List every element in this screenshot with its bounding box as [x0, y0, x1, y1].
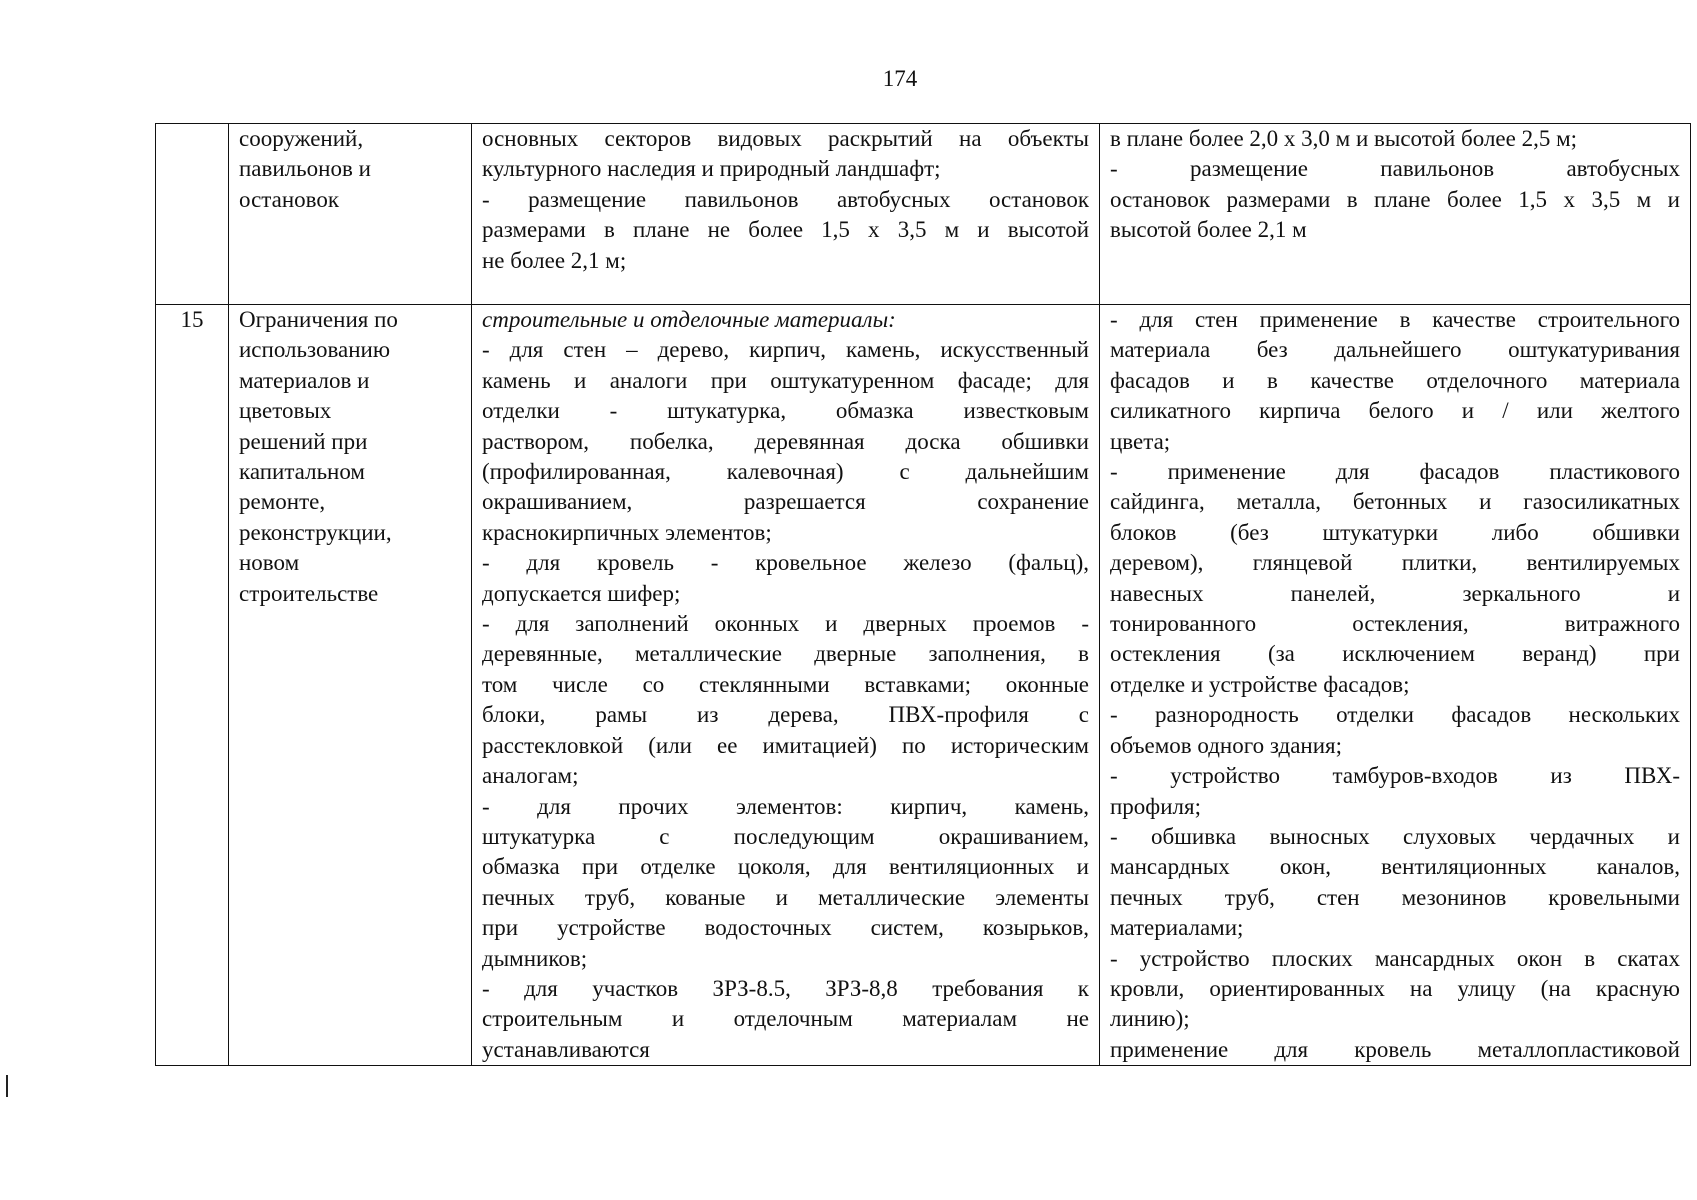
name-line: строительстве — [239, 580, 379, 606]
name-line: цветовых — [239, 398, 332, 424]
name-line: остановок — [239, 186, 340, 212]
allowed-line: штукатурка с последующим окрашиванием, — [482, 823, 1089, 849]
forbidden-line: цвета; — [1110, 428, 1171, 454]
forbidden-line: блоков (без штукатурки либо обшивки — [1110, 519, 1680, 545]
forbidden-line: деревом), глянцевой плитки, вентилируемых — [1110, 550, 1680, 576]
name-line: материалов и — [239, 367, 370, 393]
forbidden-line: линию); — [1110, 1006, 1190, 1032]
name-line: решений при — [239, 428, 368, 454]
allowed-line: деревянные, металлические дверные заполнения, в — [482, 641, 1089, 667]
forbidden-line: кровли, ориентированных на улицу (на красную — [1110, 975, 1680, 1001]
row-name-cell — [229, 305, 472, 1066]
name-line: сооружений, — [239, 126, 364, 151]
allowed-line: культурного наследия и природный ландшафт; — [482, 156, 941, 182]
allowed-line: - для участков ЗРЗ-8.5, ЗРЗ-8,8 требования к — [482, 975, 1089, 1001]
table-row — [156, 305, 1691, 1066]
name-line: реконструкции, — [239, 519, 392, 545]
allowed-line: аналогам; — [482, 763, 579, 789]
forbidden-line: профиля; — [1110, 793, 1201, 819]
allowed-line: - для кровель - кровельное железо (фальц), — [482, 550, 1089, 576]
allowed-line: размерами в плане не более 1,5 х 3,5 м и высотой — [482, 217, 1089, 243]
forbidden-line: - разнородность отделки фасадов нескольких — [1110, 702, 1680, 728]
allowed-line: окрашиванием, разрешается сохранение — [482, 489, 1089, 515]
allowed-line: том числе со стеклянными вставками; оконные — [482, 671, 1089, 697]
row-number-cell: 15 — [156, 305, 229, 1066]
row-number-cell — [156, 124, 229, 305]
forbidden-cell — [1100, 124, 1691, 305]
allowed-line: при устройстве водосточных систем, козырьков, — [482, 915, 1089, 941]
table-row — [156, 124, 1691, 305]
allowed-line: - для заполнений оконных и дверных проемов - — [482, 611, 1089, 637]
forbidden-cell — [1100, 305, 1691, 1066]
allowed-line: (профилированная, калевочная) с дальнейшим — [482, 459, 1089, 485]
forbidden-line: фасадов и в качестве отделочного материала — [1110, 367, 1680, 393]
allowed-line: камень и аналоги при оштукатуренном фасаде; для — [482, 367, 1089, 393]
allowed-line: дымников; — [482, 945, 588, 971]
allowed-line: расстекловкой (или ее имитацией) по историческим — [482, 732, 1089, 758]
forbidden-line: - устройство тамбуров-входов из ПВХ- — [1110, 763, 1680, 789]
forbidden-line: в плане более 2,0 х 3,0 м и высотой более 2,5 м; — [1110, 126, 1578, 151]
name-line: Ограничения по — [239, 307, 398, 332]
allowed-line: блоки, рамы из дерева, ПВХ-профиля с — [482, 702, 1089, 728]
allowed-line: печных труб, кованые и металлические элементы — [482, 884, 1089, 910]
allowed-line: - для прочих элементов: кирпич, камень, — [482, 793, 1089, 819]
allowed-cell — [472, 124, 1100, 305]
forbidden-line: мансардных окон, вентиляционных каналов, — [1110, 854, 1680, 880]
allowed-line: обмазка при отделке цоколя, для вентиляционных и — [482, 854, 1089, 880]
name-line: использованию — [239, 337, 391, 363]
scan-margin-mark — [6, 1075, 8, 1097]
allowed-line: строительным и отделочным материалам не — [482, 1006, 1089, 1032]
page-number: 174 — [882, 66, 918, 91]
forbidden-line: отделке и устройстве фасадов; — [1110, 671, 1410, 697]
forbidden-line: материалами; — [1110, 915, 1244, 941]
forbidden-line: навесных панелей, зеркального и — [1110, 580, 1680, 606]
allowed-cell — [472, 305, 1100, 1066]
allowed-line: основных секторов видовых раскрытий на объекты — [482, 126, 1089, 151]
forbidden-line: тонированного остекления, витражного — [1110, 611, 1680, 637]
forbidden-line: - устройство плоских мансардных окон в скатах — [1110, 945, 1680, 971]
forbidden-line: остановок размерами в плане более 1,5 х 3,5 м и — [1110, 186, 1680, 212]
forbidden-line: печных труб, стен мезонинов кровельными — [1110, 884, 1680, 910]
forbidden-line: - применение для фасадов пластикового — [1110, 459, 1680, 485]
forbidden-line: - обшивка выносных слуховых чердачных и — [1110, 823, 1680, 849]
allowed-line: отделки - штукатурка, обмазка известковым — [482, 398, 1089, 424]
forbidden-line: силикатного кирпича белого и / или желтого — [1110, 398, 1680, 424]
name-line: капитальном — [239, 459, 365, 485]
forbidden-line: высотой более 2,1 м — [1110, 217, 1307, 243]
name-line: павильонов и — [239, 156, 371, 182]
allowed-line: не более 2,1 м; — [482, 247, 627, 273]
allowed-line: - для стен – дерево, кирпич, камень, искусственный — [482, 337, 1089, 363]
row-name-cell — [229, 124, 472, 305]
allowed-heading: строительные и отделочные материалы: — [482, 307, 896, 332]
forbidden-line: сайдинга, металла, бетонных и газосиликатных — [1110, 489, 1680, 515]
forbidden-line: материала без дальнейшего оштукатуривания — [1110, 337, 1680, 363]
forbidden-line: - размещение павильонов автобусных — [1110, 156, 1680, 182]
allowed-line: устанавливаются — [482, 1036, 650, 1062]
allowed-line: допускается шифер; — [482, 580, 681, 606]
forbidden-line: - для стен применение в качестве строительного — [1110, 307, 1680, 332]
allowed-line: раствором, побелка, деревянная доска обшивки — [482, 428, 1089, 454]
name-line: новом — [239, 550, 300, 576]
allowed-line: - размещение павильонов автобусных остановок — [482, 186, 1089, 212]
forbidden-line: остекления (за исключением веранд) при — [1110, 641, 1680, 667]
forbidden-line: применение для кровель металлопластиковой — [1110, 1036, 1680, 1062]
regulations-table — [155, 123, 1691, 1066]
name-line: ремонте, — [239, 489, 326, 515]
allowed-line: краснокирпичных элементов; — [482, 519, 772, 545]
forbidden-line: объемов одного здания; — [1110, 732, 1343, 758]
